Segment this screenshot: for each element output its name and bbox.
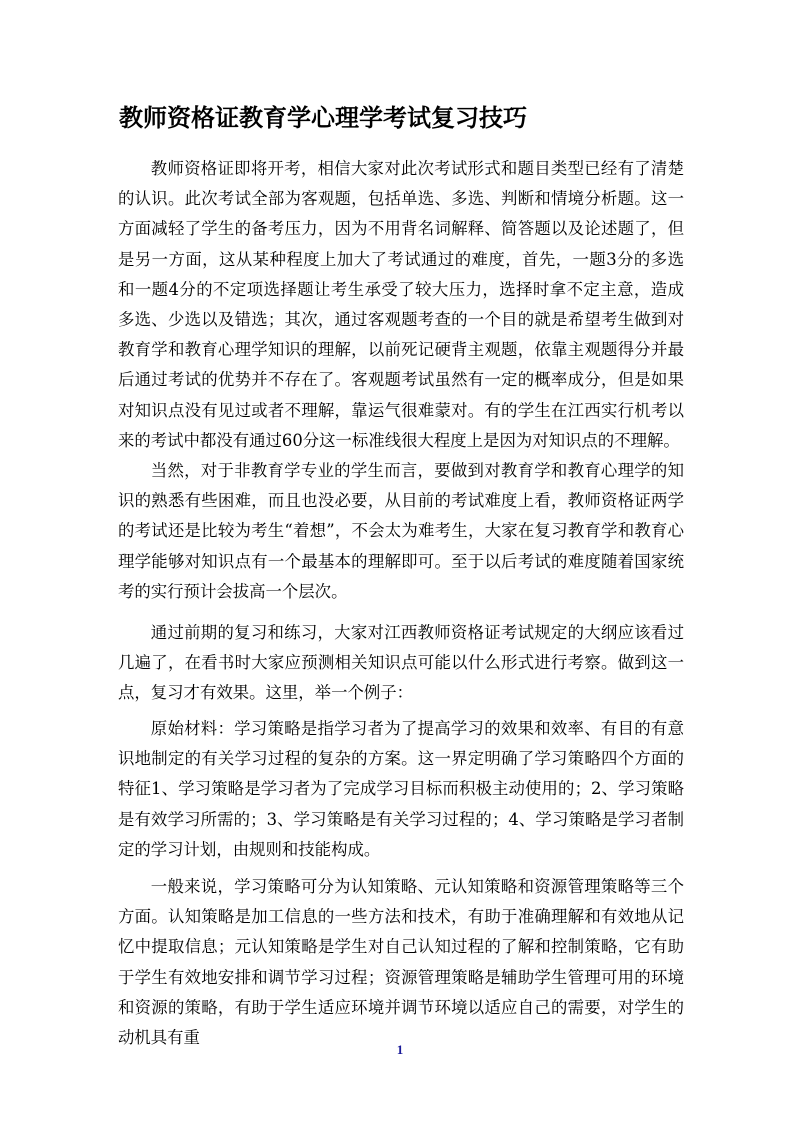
page-number: 1 <box>396 1042 404 1057</box>
paragraph-intro: 教师资格证即将开考，相信大家对此次考试形式和题目类型已经有了清楚的认识。此次考试全部为客观题，包括单选、多选、判断和情境分析题。这一方面减轻了学生的备考压力，因为不用背名词解释、简答题以及论述题了，但是另一方面，这从某种程度上加大了考试通过的难度，首先，一题3分的多选和一题4分的不定项选择题让考生承受了较大压力，选择时拿不定主意，造成多选、少选以及错选；其次，通过客观题考查的一个目的就是希望考生做到对教育学和教育心理学知识的理解，以前死记硬背主观题，依靠主观题得分并最后通过考试的优势并不存在了。客观题考试虽然有一定的概率成分，但是如果对知识点没有见过或者不理解，靠运气很难蒙对。有的学生在江西实行机考以来的考试中都没有通过60分这一标准线很大程度上是因为对知识点的不理解。 <box>118 159 684 450</box>
paragraph-review: 通过前期的复习和练习，大家对江西教师资格证考试规定的大纲应该看过几遍了，在看书时大家应预测相关知识点可能以什么形式进行考察。做到这一点，复习才有效果。这里，举一个例子： <box>118 623 684 703</box>
paragraph-non-major: 当然，对于非教育学专业的学生而言，要做到对教育学和教育心理学的知识的熟悉有些困难，而且也没必要，从目前的考试难度上看，教师资格证两学的考试还是比较为考生“着想”，不会太为难考生，大家在复习教育学和教育心理学能够对知识点有一个最基本的理解即可。至于以后考试的难度随着国家统考的实行预计会拔高一个层次。 <box>118 461 684 601</box>
page-title: 教师资格证教育学心理学考试复习技巧 <box>119 103 527 132</box>
paragraph-strategy-types: 一般来说，学习策略可分为认知策略、元认知策略和资源管理策略等三个方面。认知策略是加工信息的一些方法和技术，有助于准确理解和有效地从记忆中提取信息；元认知策略是学生对自己认知过程的了解和控制策略，它有助于学生有效地安排和调节学习过程；资源管理策略是辅助学生管理可用的环境和资源的策略，有助于学生适应环境并调节环境以适应自己的需要，对学生的动机具有重 <box>118 877 684 1048</box>
paragraph-original-material: 原始材料：学习策略是指学习者为了提高学习的效果和效率、有目的有意识地制定的有关学习过程的复杂的方案。这一界定明确了学习策略四个方面的特征1、学习策略是学习者为了完成学习目标而积极主动使用的；2、学习策略是有效学习所需的；3、学习策略是有关学习过程的；4、学习策略是学习者制定的学习计划，由规则和技能构成。 <box>118 719 684 859</box>
